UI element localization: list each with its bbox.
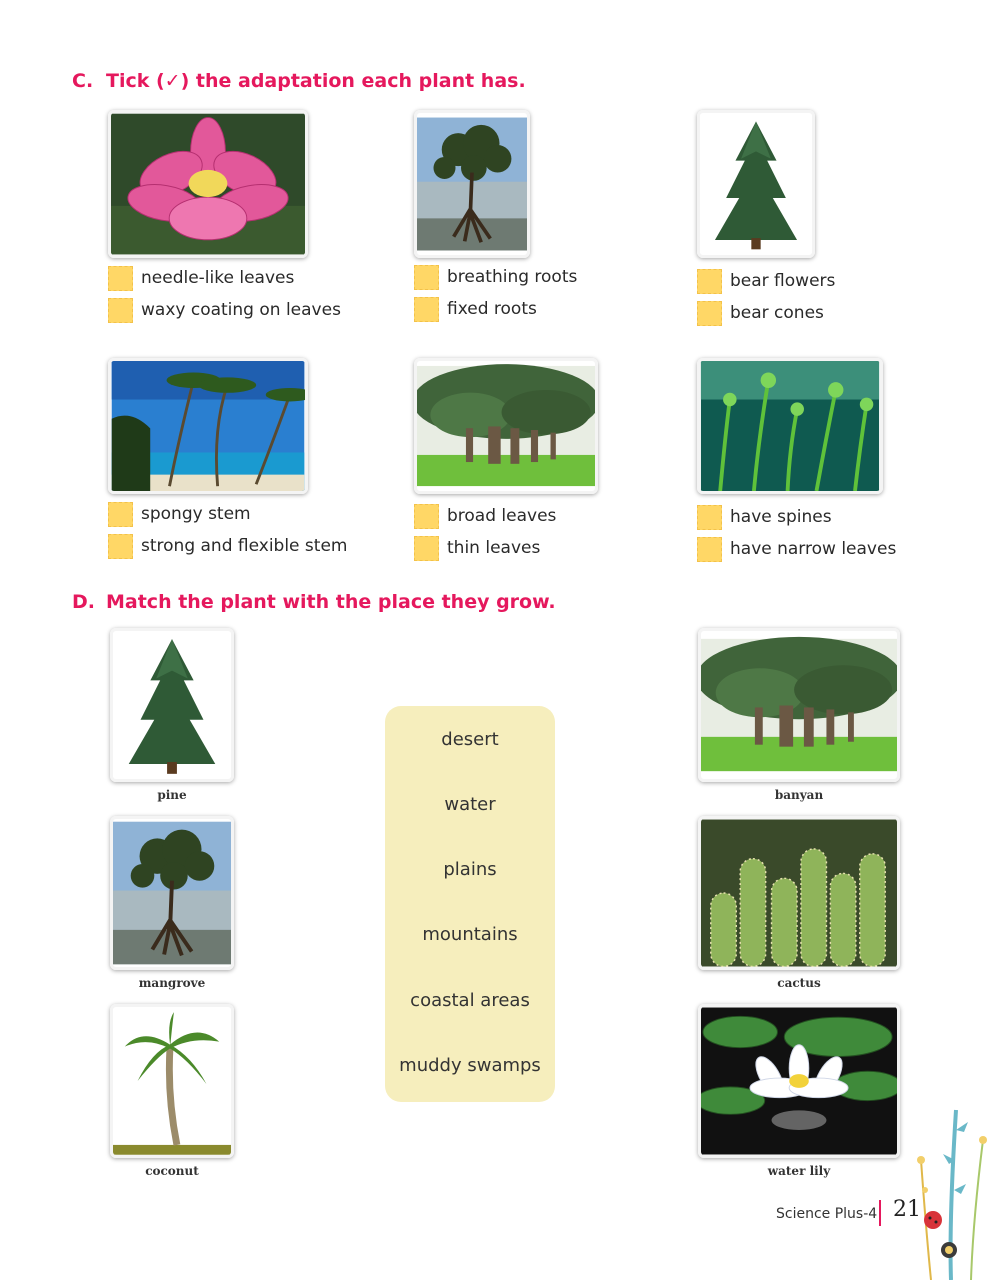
option-label: bear cones: [730, 303, 824, 323]
option-label: waxy coating on leaves: [141, 300, 341, 320]
option-row[interactable]: [108, 263, 294, 293]
tick-checkbox[interactable]: [697, 505, 722, 530]
tick-checkbox[interactable]: [414, 504, 439, 529]
tick-checkbox[interactable]: [697, 301, 722, 326]
section-d-heading: [72, 591, 556, 613]
plant-caption: coconut: [145, 1164, 199, 1178]
plant-caption: mangrove: [138, 976, 206, 990]
option-row[interactable]: [108, 531, 347, 561]
section-d-title: Match the plant with the place they grow.: [106, 591, 556, 613]
tick-checkbox[interactable]: [697, 269, 722, 294]
option-label: have narrow leaves: [730, 539, 897, 559]
tick-checkbox[interactable]: [108, 534, 133, 559]
mangrove-match-image[interactable]: [110, 816, 234, 970]
section-d-letter: D.: [72, 591, 95, 613]
option-label: needle-like leaves: [141, 268, 295, 288]
plant-caption: pine: [157, 788, 187, 802]
page-number: 21: [893, 1197, 921, 1222]
tick-checkbox[interactable]: [414, 297, 439, 322]
option-row[interactable]: [697, 266, 835, 296]
option-label: have spines: [730, 507, 832, 527]
section-c-letter: C.: [72, 70, 94, 92]
section-c-title: Tick (✓) the adaptation each plant has.: [106, 70, 526, 92]
plant-caption: cactus: [777, 976, 821, 990]
place-option[interactable]: mountains: [422, 924, 518, 945]
tick-checkbox[interactable]: [697, 537, 722, 562]
option-row[interactable]: [108, 499, 251, 529]
section-c-heading: [72, 70, 526, 92]
book-title: Science Plus-4: [776, 1206, 878, 1222]
floral-decoration-icon: [911, 1100, 989, 1280]
option-row[interactable]: [414, 262, 577, 292]
water-lily-match-image[interactable]: [698, 1004, 900, 1158]
underwater-plant-image: [697, 358, 883, 494]
coconut-match-image[interactable]: [110, 1004, 234, 1158]
banyan-match-image[interactable]: [698, 628, 900, 782]
option-row[interactable]: [414, 294, 537, 324]
option-label: fixed roots: [447, 299, 537, 319]
footer-divider: [879, 1200, 881, 1226]
place-option[interactable]: desert: [441, 729, 499, 750]
pine-match-image[interactable]: [110, 628, 234, 782]
option-label: strong and flexible stem: [141, 536, 348, 556]
pine-image: [697, 110, 815, 258]
mangrove-image: [414, 110, 530, 258]
option-label: thin leaves: [447, 538, 541, 558]
option-label: broad leaves: [447, 506, 557, 526]
option-label: spongy stem: [141, 504, 251, 524]
option-row[interactable]: [697, 534, 896, 564]
cactus-match-image[interactable]: [698, 816, 900, 970]
tick-checkbox[interactable]: [108, 266, 133, 291]
place-option[interactable]: coastal areas: [410, 990, 530, 1011]
lotus-image: [108, 110, 308, 258]
tick-checkbox[interactable]: [414, 536, 439, 561]
plant-caption: banyan: [774, 788, 824, 802]
place-option[interactable]: muddy swamps: [399, 1055, 541, 1076]
places-box: [385, 706, 555, 1102]
option-row[interactable]: [414, 501, 556, 531]
place-option[interactable]: plains: [443, 859, 497, 880]
option-row[interactable]: [108, 295, 341, 325]
option-row[interactable]: [697, 298, 824, 328]
plant-caption: water lily: [767, 1164, 831, 1178]
option-label: bear flowers: [730, 271, 836, 291]
option-row[interactable]: [414, 533, 540, 563]
place-option[interactable]: water: [444, 794, 496, 815]
tick-checkbox[interactable]: [414, 265, 439, 290]
tick-checkbox[interactable]: [108, 298, 133, 323]
tick-checkbox[interactable]: [108, 502, 133, 527]
banyan-image: [414, 358, 598, 494]
coconut-beach-image: [108, 358, 308, 494]
option-row[interactable]: [697, 502, 832, 532]
option-label: breathing roots: [447, 267, 578, 287]
